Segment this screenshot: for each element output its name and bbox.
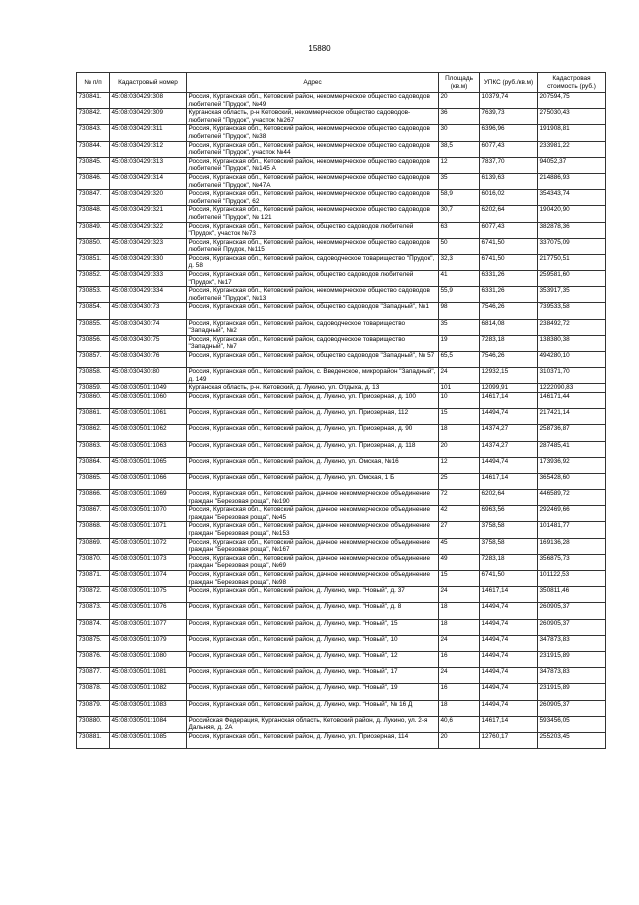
table-row <box>77 457 606 473</box>
table-row <box>77 684 606 700</box>
cell-cadastral-number: 45:08:030430:74 <box>110 319 187 335</box>
cell-address: Россия, Курганская обл., Кетовский район, общество садоводов любителей "Прудок", №17 <box>187 271 439 287</box>
cell-address: Россия, Курганская обл., Кетовский район, общество садоводов любителей "Прудок", участок №73 <box>187 222 439 238</box>
cell-address: Россия, Курганская обл., Кетовский район, дачное некоммерческое объединение граждан "Березовая роща", №167 <box>187 538 439 554</box>
cell-no: 730872. <box>77 587 110 603</box>
cell-upks: 6741,50 <box>480 254 538 270</box>
cell-no: 730873. <box>77 603 110 619</box>
cell-area: 24 <box>439 668 480 684</box>
table-header-row <box>77 73 606 93</box>
table-row <box>77 538 606 554</box>
cell-cadastral-number: 45:08:030501:1076 <box>110 603 187 619</box>
cell-cadastral-number: 45:08:030429:312 <box>110 141 187 157</box>
cell-cadastral-value: 233981,22 <box>538 141 606 157</box>
cell-cadastral-number: 45:08:030501:1070 <box>110 506 187 522</box>
cell-cadastral-value: 382878,36 <box>538 222 606 238</box>
table-row <box>77 319 606 335</box>
cell-cadastral-number: 45:08:030429:333 <box>110 271 187 287</box>
cell-no: 730860. <box>77 392 110 408</box>
cell-upks: 14617,14 <box>480 716 538 732</box>
cell-cadastral-number: 45:08:030501:1049 <box>110 384 187 393</box>
header-no: № п/п <box>77 73 110 93</box>
cell-cadastral-number: 45:08:030429:330 <box>110 254 187 270</box>
cell-cadastral-value: 260905,37 <box>538 619 606 635</box>
cell-area: 20 <box>439 93 480 109</box>
cell-address: Россия, Курганская обл., Кетовский район, некоммерческое общество садоводов любителей "Прудок", 62 <box>187 190 439 206</box>
table-row <box>77 287 606 303</box>
cell-address: Россия, Курганская обл., Кетовский район, дачное некоммерческое объединение граждан "Березовая роща", №69 <box>187 554 439 570</box>
cell-address: Россия, Курганская обл., Кетовский район, дачное некоммерческое объединение граждан "Березовая роща", №98 <box>187 571 439 587</box>
cell-no: 730847. <box>77 190 110 206</box>
cell-cadastral-value: 739533,58 <box>538 303 606 319</box>
cell-upks: 3758,58 <box>480 522 538 538</box>
cell-cadastral-number: 45:08:030501:1071 <box>110 522 187 538</box>
cell-area: 98 <box>439 303 480 319</box>
table-row <box>77 732 606 748</box>
cell-address: Россия, Курганская обл., Кетовский район, некоммерческое общество садоводов любителей "Прудок", №49 <box>187 93 439 109</box>
cell-address: Россия, Курганская обл., Кетовский район, д. Лукино, ул. Приозерная, 114 <box>187 732 439 748</box>
cell-no: 730863. <box>77 441 110 457</box>
cell-no: 730843. <box>77 125 110 141</box>
cell-address: Россия, Курганская обл., Кетовский район, д. Лукино, ул. Омская, 1 Б <box>187 473 439 489</box>
cell-area: 18 <box>439 425 480 441</box>
cell-address: Россия, Курганская обл., Кетовский район, д. Лукино, мкр. "Новый", 19 <box>187 684 439 700</box>
cell-address: Россия, Курганская обл., Кетовский район, дачное некоммерческое объединение граждан "Березовая роща", №190 <box>187 490 439 506</box>
cell-area: 15 <box>439 571 480 587</box>
cell-area: 35 <box>439 319 480 335</box>
table-row <box>77 173 606 189</box>
cell-upks: 6741,50 <box>480 238 538 254</box>
cell-cadastral-value: 354343,74 <box>538 190 606 206</box>
cell-area: 49 <box>439 554 480 570</box>
cell-area: 58,9 <box>439 190 480 206</box>
cell-no: 730857. <box>77 352 110 368</box>
cell-cadastral-number: 45:08:030501:1069 <box>110 490 187 506</box>
cell-upks: 7639,73 <box>480 109 538 125</box>
cell-no: 730864. <box>77 457 110 473</box>
cell-no: 730858. <box>77 368 110 384</box>
cell-upks: 7283,18 <box>480 554 538 570</box>
table-row <box>77 109 606 125</box>
cell-area: 41 <box>439 271 480 287</box>
cell-area: 15 <box>439 409 480 425</box>
table-row <box>77 651 606 667</box>
cell-no: 730878. <box>77 684 110 700</box>
cell-cadastral-value: 337075,09 <box>538 238 606 254</box>
cell-upks: 14494,74 <box>480 457 538 473</box>
cell-area: 38,5 <box>439 141 480 157</box>
cell-area: 101 <box>439 384 480 393</box>
cell-cadastral-value: 446589,72 <box>538 490 606 506</box>
cell-no: 730865. <box>77 473 110 489</box>
cell-no: 730855. <box>77 319 110 335</box>
cell-cadastral-number: 45:08:030429:321 <box>110 206 187 222</box>
table-row <box>77 141 606 157</box>
cell-address: Курганская область, р-н. Кетовский, д. Лукино, ул. Отдыха, д. 13 <box>187 384 439 393</box>
cell-cadastral-value: 593456,05 <box>538 716 606 732</box>
cell-address: Россия, Курганская обл., Кетовский район, с. Введенское, микрорайон "Западный", д. 149 <box>187 368 439 384</box>
cell-no: 730881. <box>77 732 110 748</box>
cell-no: 730867. <box>77 506 110 522</box>
cadastral-table <box>76 72 606 749</box>
cell-cadastral-number: 45:08:030501:1074 <box>110 571 187 587</box>
cell-no: 730849. <box>77 222 110 238</box>
cell-address: Россия, Курганская обл., Кетовский район, д. Лукино, мкр. "Новый", 12 <box>187 651 439 667</box>
cell-cadastral-number: 45:08:030429:313 <box>110 157 187 173</box>
cell-no: 730846. <box>77 173 110 189</box>
cell-address: Россия, Курганская обл., Кетовский район, д. Лукино, мкр. "Новый", 15 <box>187 619 439 635</box>
cell-cadastral-number: 45:08:030429:334 <box>110 287 187 303</box>
table-row <box>77 368 606 384</box>
table-row <box>77 587 606 603</box>
cell-cadastral-number: 45:08:030430:80 <box>110 368 187 384</box>
cell-cadastral-number: 45:08:030501:1072 <box>110 538 187 554</box>
cell-cadastral-number: 45:08:030501:1061 <box>110 409 187 425</box>
cell-no: 730879. <box>77 700 110 716</box>
cell-cadastral-number: 45:08:030429:320 <box>110 190 187 206</box>
cell-cadastral-value: 356875,73 <box>538 554 606 570</box>
cell-cadastral-value: 287485,41 <box>538 441 606 457</box>
cell-cadastral-value: 350811,46 <box>538 587 606 603</box>
table-row <box>77 125 606 141</box>
table-row <box>77 206 606 222</box>
table-row <box>77 392 606 408</box>
cell-no: 730845. <box>77 157 110 173</box>
cell-area: 20 <box>439 732 480 748</box>
cell-upks: 14617,14 <box>480 587 538 603</box>
cell-area: 40,6 <box>439 716 480 732</box>
cell-upks: 6814,08 <box>480 319 538 335</box>
cell-area: 55,9 <box>439 287 480 303</box>
cell-area: 45 <box>439 538 480 554</box>
cell-address: Россия, Курганская обл., Кетовский район, общество садоводов "Западный", № 57 <box>187 352 439 368</box>
cell-cadastral-number: 45:08:030501:1073 <box>110 554 187 570</box>
cell-address: Россия, Курганская обл., Кетовский район, некоммерческое общество садоводов любителей "Прудок", №38 <box>187 125 439 141</box>
cell-cadastral-value: 275030,43 <box>538 109 606 125</box>
cell-address: Россия, Курганская обл., Кетовский район, дачное некоммерческое объединение граждан "Березовая роща", №45 <box>187 506 439 522</box>
cell-area: 30 <box>439 125 480 141</box>
cell-cadastral-number: 45:08:030429:311 <box>110 125 187 141</box>
cell-area: 50 <box>439 238 480 254</box>
cell-cadastral-value: 259581,60 <box>538 271 606 287</box>
cell-no: 730841. <box>77 93 110 109</box>
cell-cadastral-number: 45:08:030501:1084 <box>110 716 187 732</box>
cell-cadastral-value: 353917,35 <box>538 287 606 303</box>
cell-cadastral-number: 45:08:030501:1083 <box>110 700 187 716</box>
table-row <box>77 603 606 619</box>
cell-no: 730861. <box>77 409 110 425</box>
cell-upks: 14617,14 <box>480 392 538 408</box>
cell-upks: 14374,27 <box>480 441 538 457</box>
cell-area: 25 <box>439 473 480 489</box>
cell-no: 730859. <box>77 384 110 393</box>
cell-address: Россия, Курганская обл., Кетовский район, д. Лукино, ул. Приозерная, 112 <box>187 409 439 425</box>
cell-cadastral-value: 258736,87 <box>538 425 606 441</box>
table-row <box>77 271 606 287</box>
cell-address: Россия, Курганская обл., Кетовский район, садоводческое товарищество "Западный", №2 <box>187 319 439 335</box>
cell-address: Россия, Курганская обл., Кетовский район, д. Лукино, мкр. "Новый", 17 <box>187 668 439 684</box>
cell-upks: 14617,14 <box>480 473 538 489</box>
cell-address: Россия, Курганская обл., Кетовский район, д. Лукино, мкр. "Новый", № 16 Д <box>187 700 439 716</box>
cell-address: Россия, Курганская обл., Кетовский район, садоводческое товарищество "Прудок", д. 58 <box>187 254 439 270</box>
table-row <box>77 441 606 457</box>
cell-cadastral-value: 169136,28 <box>538 538 606 554</box>
table-row <box>77 335 606 351</box>
cell-cadastral-number: 45:08:030501:1085 <box>110 732 187 748</box>
cell-cadastral-number: 45:08:030501:1081 <box>110 668 187 684</box>
table-row <box>77 254 606 270</box>
cell-cadastral-value: 146171,44 <box>538 392 606 408</box>
cell-area: 16 <box>439 651 480 667</box>
table-row <box>77 700 606 716</box>
cell-upks: 6016,02 <box>480 190 538 206</box>
cell-address: Россия, Курганская обл., Кетовский район, д. Лукино, ул. Омская, №16 <box>187 457 439 473</box>
table-row <box>77 190 606 206</box>
cell-address: Россия, Курганская обл., Кетовский район, некоммерческое общество садоводов любителей "Прудок", участок №44 <box>187 141 439 157</box>
cell-area: 18 <box>439 603 480 619</box>
cell-upks: 14494,74 <box>480 651 538 667</box>
cell-area: 18 <box>439 700 480 716</box>
table-row <box>77 238 606 254</box>
cell-address: Россия, Курганская обл., Кетовский район, некоммерческое общество садоводов любителей "Прудок", №47А <box>187 173 439 189</box>
table-row <box>77 93 606 109</box>
table-row <box>77 303 606 319</box>
cell-area: 65,5 <box>439 352 480 368</box>
cell-area: 30,7 <box>439 206 480 222</box>
cell-upks: 6396,96 <box>480 125 538 141</box>
cell-area: 12 <box>439 457 480 473</box>
cell-upks: 14374,27 <box>480 425 538 441</box>
cell-cadastral-number: 45:08:030429:314 <box>110 173 187 189</box>
cell-no: 730852. <box>77 271 110 287</box>
cell-upks: 12932,15 <box>480 368 538 384</box>
cell-cadastral-value: 217421,14 <box>538 409 606 425</box>
cell-address: Россия, Курганская обл., Кетовский район, общество садоводов "Западный", №1 <box>187 303 439 319</box>
cell-upks: 7546,26 <box>480 303 538 319</box>
cell-cadastral-value: 231915,89 <box>538 684 606 700</box>
table-row <box>77 635 606 651</box>
cell-cadastral-value: 1222090,83 <box>538 384 606 393</box>
cell-area: 27 <box>439 522 480 538</box>
cell-cadastral-value: 101122,53 <box>538 571 606 587</box>
cell-cadastral-value: 207594,75 <box>538 93 606 109</box>
table-row <box>77 352 606 368</box>
cell-no: 730851. <box>77 254 110 270</box>
header-area: Площадь (кв.м) <box>439 73 480 93</box>
cell-cadastral-value: 365428,60 <box>538 473 606 489</box>
cell-cadastral-number: 45:08:030501:1082 <box>110 684 187 700</box>
table-row <box>77 506 606 522</box>
cell-address: Курганская область, р-н Кетовский, некоммерческое общество садоводов-любителей "Прудок", участок №267 <box>187 109 439 125</box>
cell-upks: 6741,50 <box>480 571 538 587</box>
cell-cadastral-value: 217750,51 <box>538 254 606 270</box>
cell-no: 730862. <box>77 425 110 441</box>
cell-area: 24 <box>439 368 480 384</box>
cell-address: Россия, Курганская обл., Кетовский район, д. Лукино, ул. Приозерная, д. 90 <box>187 425 439 441</box>
cell-upks: 3758,58 <box>480 538 538 554</box>
cell-cadastral-value: 347873,83 <box>538 635 606 651</box>
cell-area: 19 <box>439 335 480 351</box>
cell-no: 730854. <box>77 303 110 319</box>
page-number: 15880 <box>308 44 331 53</box>
cell-address: Россия, Курганская обл., Кетовский район, некоммерческое общество садоводов любителей "Прудок", №13 <box>187 287 439 303</box>
cell-address: Россия, Курганская обл., Кетовский район, некоммерческое общество садоводов любителей "Прудок", № 121 <box>187 206 439 222</box>
cell-cadastral-number: 45:08:030430:76 <box>110 352 187 368</box>
cell-area: 32,3 <box>439 254 480 270</box>
cell-no: 730856. <box>77 335 110 351</box>
cell-address: Россия, Курганская обл., Кетовский район, д. Лукино, мкр. "Новый", д. 8 <box>187 603 439 619</box>
cell-upks: 6202,64 <box>480 206 538 222</box>
table-row <box>77 571 606 587</box>
cell-cadastral-number: 45:08:030501:1066 <box>110 473 187 489</box>
cell-cadastral-value: 310371,70 <box>538 368 606 384</box>
cell-upks: 6963,56 <box>480 506 538 522</box>
table-row <box>77 554 606 570</box>
cell-area: 36 <box>439 109 480 125</box>
cell-area: 63 <box>439 222 480 238</box>
cell-area: 12 <box>439 157 480 173</box>
cell-cadastral-number: 45:08:030429:322 <box>110 222 187 238</box>
cell-cadastral-value: 238492,72 <box>538 319 606 335</box>
cell-cadastral-value: 260905,37 <box>538 603 606 619</box>
cell-cadastral-value: 292469,66 <box>538 506 606 522</box>
header-cadastral-value: Кадастровая стоимость (руб.) <box>538 73 606 93</box>
cell-no: 730869. <box>77 538 110 554</box>
cell-area: 72 <box>439 490 480 506</box>
table-row <box>77 157 606 173</box>
cell-cadastral-value: 260905,37 <box>538 700 606 716</box>
cell-area: 10 <box>439 392 480 408</box>
cell-no: 730870. <box>77 554 110 570</box>
cell-cadastral-value: 494280,10 <box>538 352 606 368</box>
cell-upks: 14494,74 <box>480 668 538 684</box>
cell-address: Россия, Курганская обл., Кетовский район, некоммерческое общество садоводов любителей "Прудок", №145 А <box>187 157 439 173</box>
cell-no: 730880. <box>77 716 110 732</box>
cell-upks: 6077,43 <box>480 222 538 238</box>
cell-cadastral-value: 214886,93 <box>538 173 606 189</box>
cell-upks: 6331,26 <box>480 271 538 287</box>
cell-cadastral-value: 347873,83 <box>538 668 606 684</box>
cell-cadastral-number: 45:08:030429:308 <box>110 93 187 109</box>
cell-upks: 12760,17 <box>480 732 538 748</box>
cell-upks: 7546,26 <box>480 352 538 368</box>
cell-no: 730850. <box>77 238 110 254</box>
table-row <box>77 222 606 238</box>
cell-no: 730842. <box>77 109 110 125</box>
cell-cadastral-number: 45:08:030501:1077 <box>110 619 187 635</box>
cell-cadastral-value: 191908,81 <box>538 125 606 141</box>
cell-no: 730866. <box>77 490 110 506</box>
table-row <box>77 490 606 506</box>
cell-area: 24 <box>439 587 480 603</box>
cell-area: 20 <box>439 441 480 457</box>
cell-no: 730844. <box>77 141 110 157</box>
cell-cadastral-number: 45:08:030430:73 <box>110 303 187 319</box>
cell-no: 730877. <box>77 668 110 684</box>
cell-cadastral-number: 45:08:030501:1065 <box>110 457 187 473</box>
header-cadastral-number: Кадастровый номер <box>110 73 187 93</box>
cell-cadastral-value: 94052,37 <box>538 157 606 173</box>
cell-upks: 10379,74 <box>480 93 538 109</box>
table-row <box>77 716 606 732</box>
cell-cadastral-number: 45:08:030429:323 <box>110 238 187 254</box>
cell-cadastral-number: 45:08:030501:1079 <box>110 635 187 651</box>
table-row <box>77 668 606 684</box>
cell-no: 730871. <box>77 571 110 587</box>
table-row <box>77 522 606 538</box>
cell-upks: 7837,70 <box>480 157 538 173</box>
cell-cadastral-number: 45:08:030501:1063 <box>110 441 187 457</box>
cell-upks: 14494,74 <box>480 619 538 635</box>
cell-no: 730874. <box>77 619 110 635</box>
cell-upks: 6331,26 <box>480 287 538 303</box>
cell-cadastral-value: 138380,38 <box>538 335 606 351</box>
header-address: Адрес <box>187 73 439 93</box>
cell-address: Россия, Курганская обл., Кетовский район, д. Лукино, ул. Приозерная, д. 100 <box>187 392 439 408</box>
cell-upks: 7283,18 <box>480 335 538 351</box>
cell-area: 42 <box>439 506 480 522</box>
cell-address: Россия, Курганская обл., Кетовский район, дачное некоммерческое объединение граждан "Березовая роща", №153 <box>187 522 439 538</box>
cell-upks: 14494,74 <box>480 603 538 619</box>
cell-cadastral-number: 45:08:030501:1075 <box>110 587 187 603</box>
table-row <box>77 619 606 635</box>
cell-upks: 6202,64 <box>480 490 538 506</box>
header-upks: УПКС (руб./кв.м) <box>480 73 538 93</box>
cell-cadastral-number: 45:08:030430:75 <box>110 335 187 351</box>
cell-area: 16 <box>439 684 480 700</box>
cell-upks: 14494,74 <box>480 700 538 716</box>
cell-address: Россия, Курганская обл., Кетовский район, д. Лукино, мкр. "Новый", 10 <box>187 635 439 651</box>
cell-area: 24 <box>439 635 480 651</box>
cell-cadastral-value: 190420,90 <box>538 206 606 222</box>
cell-cadastral-value: 101481,77 <box>538 522 606 538</box>
cell-area: 35 <box>439 173 480 189</box>
cell-cadastral-number: 45:08:030501:1060 <box>110 392 187 408</box>
cell-address: Россия, Курганская обл., Кетовский район, д. Лукино, мкр. "Новый", д. 37 <box>187 587 439 603</box>
cell-upks: 14494,74 <box>480 409 538 425</box>
cell-cadastral-value: 173936,92 <box>538 457 606 473</box>
table-row <box>77 384 606 393</box>
cell-no: 730868. <box>77 522 110 538</box>
cell-address: Россия, Курганская обл., Кетовский район, д. Лукино, ул. Приозерная, д. 118 <box>187 441 439 457</box>
cell-upks: 14494,74 <box>480 684 538 700</box>
table-row <box>77 425 606 441</box>
cell-upks: 12099,91 <box>480 384 538 393</box>
table-row <box>77 473 606 489</box>
cell-cadastral-value: 231915,89 <box>538 651 606 667</box>
cell-upks: 6139,63 <box>480 173 538 189</box>
cell-cadastral-number: 45:08:030501:1062 <box>110 425 187 441</box>
cell-address: Россия, Курганская обл., Кетовский район, некоммерческое общество садоводов любителей Прудок, №115 <box>187 238 439 254</box>
cell-address: Россия, Курганская обл., Кетовский район, садоводческое товарищество "Западный", №7 <box>187 335 439 351</box>
cell-cadastral-value: 255203,45 <box>538 732 606 748</box>
table-row <box>77 409 606 425</box>
cell-no: 730876. <box>77 651 110 667</box>
cell-cadastral-number: 45:08:030429:309 <box>110 109 187 125</box>
cell-no: 730848. <box>77 206 110 222</box>
cell-address: Российская Федерация, Курганская область, Кетовский район, д. Лукино, ул. 2-я Дальняя, д. 2А <box>187 716 439 732</box>
cell-upks: 6077,43 <box>480 141 538 157</box>
cell-cadastral-number: 45:08:030501:1080 <box>110 651 187 667</box>
cell-area: 18 <box>439 619 480 635</box>
cell-no: 730853. <box>77 287 110 303</box>
cell-no: 730875. <box>77 635 110 651</box>
cell-upks: 14494,74 <box>480 635 538 651</box>
